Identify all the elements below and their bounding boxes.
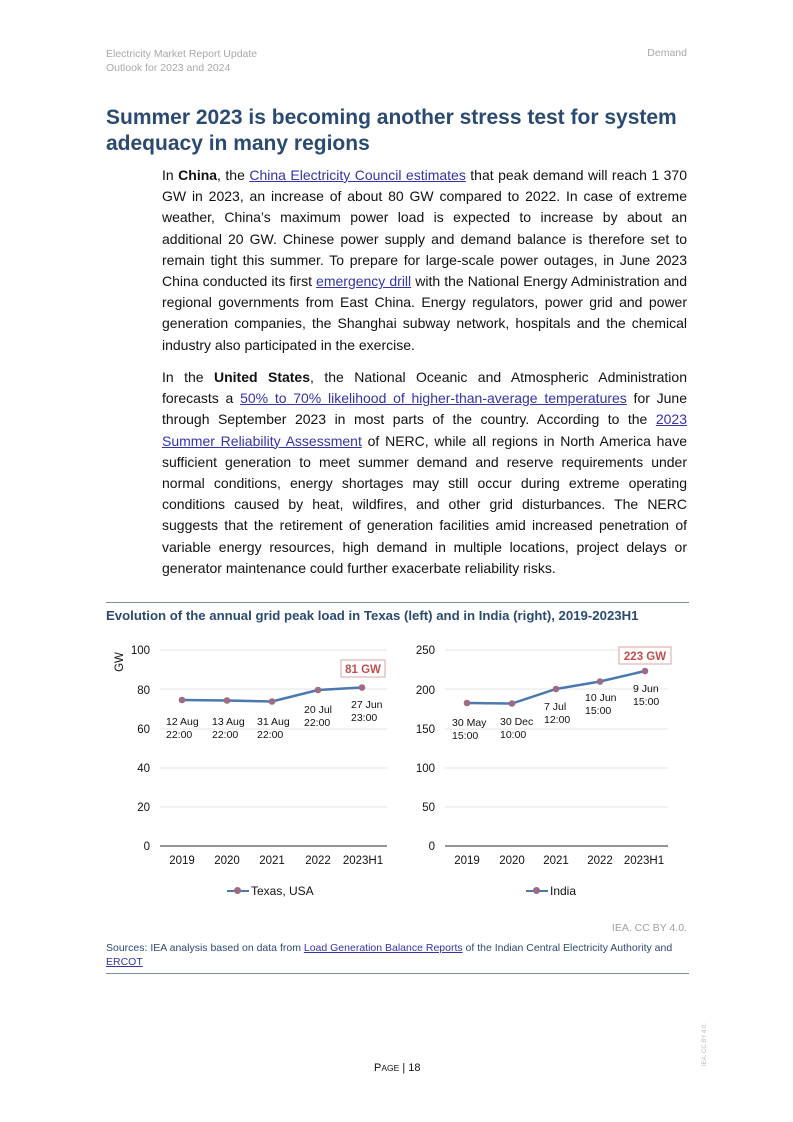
text: of NERC, while all regions in North America have sufficient generation to meet summer demand and reserve requirements under normal conditions, energy shortages may still occur during extreme operating conditions caused by heat, wildfires, and other grid disturbances. The NERC suggests that the retirement of generation facilities amid increased penetration of variable energy resources, high demand in multiple locations, project delays or generator maintenance could further exacerbate reliability risks. bbox=[162, 432, 687, 576]
svg-text:80: 80 bbox=[137, 685, 150, 697]
highlight-badge bbox=[341, 660, 385, 677]
svg-text:22:00: 22:00 bbox=[212, 729, 239, 741]
legend-india bbox=[526, 884, 576, 898]
legend-label: Texas, USA bbox=[251, 884, 314, 898]
figure-divider-bottom bbox=[106, 973, 689, 974]
svg-text:31 Aug: 31 Aug bbox=[257, 716, 290, 728]
page-number bbox=[374, 1062, 421, 1074]
svg-text:13 Aug: 13 Aug bbox=[212, 716, 245, 728]
point-annotations bbox=[166, 699, 383, 741]
svg-text:22:00: 22:00 bbox=[304, 717, 331, 729]
svg-text:10:00: 10:00 bbox=[500, 729, 527, 741]
svg-text:2023H1: 2023H1 bbox=[342, 855, 384, 867]
link-ercot[interactable]: ERCOT bbox=[106, 956, 143, 968]
svg-text:9 Jun: 9 Jun bbox=[633, 683, 659, 695]
text: that peak demand will reach 1 370 GW in 2023, an increase of about 80 GW compared to 2022. In case of extreme weather, China’s maximum power load is expected to increase by about an additional 20 GW. Chinese power supply and demand balance is therefore set to remain tight this summer. To prepare for large-scale power outages, in June 2023 China conducted its first bbox=[162, 167, 688, 290]
link-noaa-temperatures[interactable]: 50% to 70% likelihood of higher-than-average temperatures bbox=[240, 390, 627, 407]
svg-text:23:00: 23:00 bbox=[351, 712, 378, 724]
link-emergency-drill[interactable]: emergency drill bbox=[316, 273, 412, 290]
svg-text:150: 150 bbox=[415, 724, 435, 736]
legend-line-marker-icon bbox=[227, 886, 249, 896]
report-title: Electricity Market Report Update bbox=[106, 48, 258, 60]
chart-texas-svg bbox=[100, 640, 400, 880]
y-axis-label: GW bbox=[114, 652, 126, 672]
texas-series-markers bbox=[179, 684, 366, 705]
text: In bbox=[162, 167, 179, 183]
page-label: P bbox=[374, 1062, 382, 1074]
chart-india bbox=[400, 640, 700, 880]
svg-text:223 GW: 223 GW bbox=[623, 651, 667, 663]
svg-text:200: 200 bbox=[415, 685, 435, 697]
bold-text: China bbox=[178, 167, 218, 183]
section-name: Demand bbox=[647, 47, 687, 59]
svg-text:2020: 2020 bbox=[214, 855, 240, 867]
svg-text:81 GW: 81 GW bbox=[345, 664, 381, 676]
x-axis bbox=[169, 855, 383, 867]
svg-text:2019: 2019 bbox=[454, 855, 480, 867]
svg-text:12:00: 12:00 bbox=[544, 714, 571, 726]
svg-text:10 Jun: 10 Jun bbox=[585, 692, 617, 704]
svg-text:30 Dec: 30 Dec bbox=[500, 716, 534, 728]
svg-text:7 Jul: 7 Jul bbox=[544, 701, 567, 713]
text: for June through September 2023 in most parts of the country. According to the bbox=[162, 390, 687, 428]
svg-text:2020: 2020 bbox=[499, 855, 525, 867]
svg-text:60: 60 bbox=[137, 724, 150, 736]
svg-text:40: 40 bbox=[137, 763, 150, 775]
svg-text:100: 100 bbox=[130, 645, 150, 657]
legend-label: India bbox=[550, 884, 577, 898]
legend-line-marker-icon bbox=[526, 886, 548, 896]
text: Sources: IEA analysis based on data from bbox=[106, 942, 304, 954]
svg-text:22:00: 22:00 bbox=[166, 729, 193, 741]
text: In the bbox=[162, 369, 214, 385]
x-axis bbox=[454, 855, 664, 867]
svg-text:0: 0 bbox=[143, 841, 150, 853]
highlight-badge bbox=[619, 647, 671, 664]
figure-divider-top bbox=[106, 602, 689, 603]
figure-title: Evolution of the annual grid peak load in Texas (left) and in India (right), 2019-2023H1 bbox=[106, 608, 639, 623]
svg-text:250: 250 bbox=[415, 645, 435, 657]
legend-texas bbox=[227, 884, 314, 898]
svg-text:2021: 2021 bbox=[259, 855, 285, 867]
svg-text:20 Jul: 20 Jul bbox=[304, 704, 333, 716]
svg-text:2019: 2019 bbox=[169, 855, 195, 867]
link-summer-reliability-assessment[interactable]: 2023 Summer Reliability Assessment bbox=[162, 411, 687, 449]
chart-india-svg bbox=[400, 640, 700, 880]
report-subtitle: Outlook for 2023 and 2024 bbox=[106, 62, 231, 74]
svg-text:2023H1: 2023H1 bbox=[623, 855, 665, 867]
text: , the bbox=[217, 167, 250, 183]
report-header bbox=[106, 47, 257, 75]
svg-text:50: 50 bbox=[422, 802, 435, 814]
y-axis bbox=[416, 645, 435, 853]
figure-credit: IEA. CC BY 4.0. bbox=[611, 922, 687, 934]
link-load-generation-balance-reports[interactable]: Load Generation Balance Reports bbox=[303, 942, 463, 954]
text: of the Indian Central Electricity Authority and bbox=[462, 942, 673, 954]
page-heading: Summer 2023 is becoming another stress test for system adequacy in many regions bbox=[106, 106, 677, 155]
svg-text:2021: 2021 bbox=[543, 855, 569, 867]
svg-text:100: 100 bbox=[415, 763, 435, 775]
svg-text:15:00: 15:00 bbox=[633, 696, 660, 708]
page-number-value: | 18 bbox=[399, 1062, 421, 1074]
svg-text:22:00: 22:00 bbox=[257, 729, 284, 741]
text: with the National Energy Administration and regional governments from East China. Energy regulators, power grid and power generation companies, the Shanghai subway network, hospitals and the chemical industry also participated in the exercise. bbox=[162, 273, 687, 353]
link-china-electricity-council[interactable]: China Electricity Council estimates bbox=[249, 167, 466, 183]
svg-text:12 Aug: 12 Aug bbox=[166, 716, 199, 728]
chart-texas bbox=[100, 640, 400, 880]
svg-text:2022: 2022 bbox=[587, 855, 613, 867]
side-credit: IEA. CC BY 4.0. bbox=[702, 1023, 708, 1066]
svg-text:15:00: 15:00 bbox=[452, 730, 479, 742]
svg-text:0: 0 bbox=[428, 841, 435, 853]
figure-sources bbox=[106, 941, 696, 969]
svg-text:15:00: 15:00 bbox=[585, 705, 612, 717]
paragraph-united-states bbox=[162, 367, 687, 579]
page-label-small: AGE bbox=[381, 1063, 400, 1073]
text: , the National Oceanic and Atmospheric Administration forecasts a bbox=[162, 369, 687, 407]
bold-text: United States bbox=[214, 369, 311, 385]
y-axis bbox=[131, 645, 150, 853]
svg-text:27 Jun: 27 Jun bbox=[351, 699, 383, 711]
svg-text:2022: 2022 bbox=[305, 855, 331, 867]
paragraph-china bbox=[162, 165, 687, 356]
svg-text:20: 20 bbox=[137, 802, 150, 814]
svg-text:30 May: 30 May bbox=[452, 717, 487, 729]
